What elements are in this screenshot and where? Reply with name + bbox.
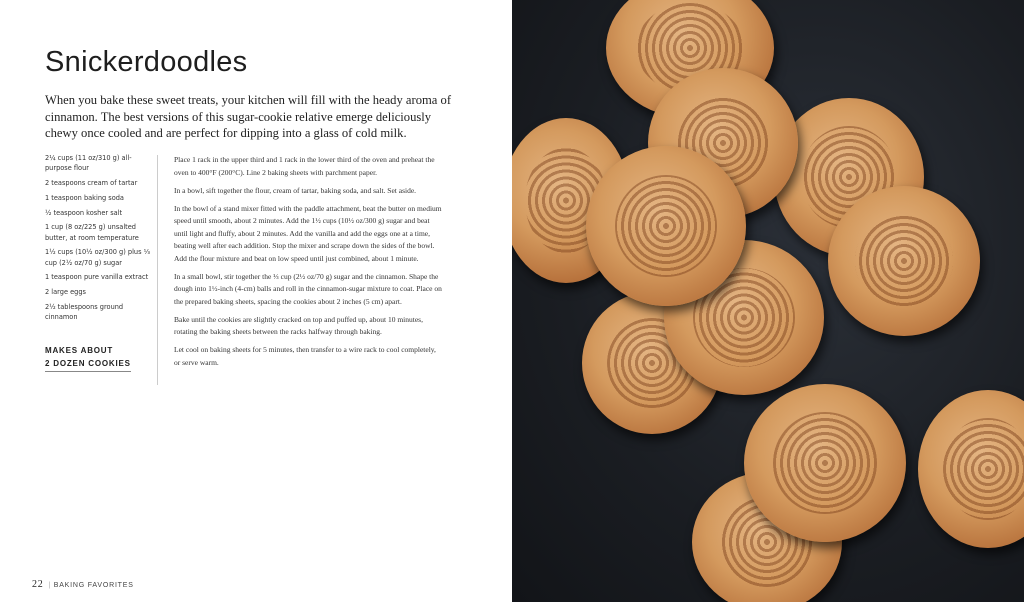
yield-line-2: 2 DOZEN COOKIES [45,357,131,372]
step: Let cool on baking sheets for 5 minutes, then transfer to a wire rack to cool completely, or serve warm. [174,345,436,367]
step: In a small bowl, stir together the ⅓ cup (2½ oz/70 g) sugar and the cinnamon. Shape the dough into 1½-inch (4-cm) balls and roll in the cinnamon-sugar mixture to coat. Place on the prepared baking sheets, spacing the cookies about 2 inches (5 cm) apart. [174,271,442,306]
ingredient: 1 teaspoon pure vanilla extract [45,273,149,282]
cookie-image [828,186,980,336]
ingredient: 1 teaspoon baking soda [45,193,124,202]
ingredient: ½ teaspoon kosher salt [45,208,123,217]
recipe-title: Snickerdoodles [45,46,248,78]
recipe-yield [45,344,157,372]
section-name: BAKING FAVORITES [53,582,134,589]
step: Place 1 rack in the upper third and 1 rack in the lower third of the oven and preheat the oven to 400°F (200°C). Line 2 baking sheets with parchment paper. [174,155,435,177]
column-divider [157,155,158,385]
page-number: 22 [32,579,44,590]
ingredient: 2¼ cups (11 oz/310 g) all-purpose flour [45,154,132,173]
step: Bake until the cookies are slightly cracked on top and puffed up, about 10 minutes, rotating the baking sheets between the racks halfway through baking. [174,314,423,336]
cookie-image [586,146,746,306]
ingredient: 2 teaspoons cream of tartar [45,179,138,187]
method-steps [174,154,444,375]
step: In the bowl of a stand mixer fitted with the paddle attachment, beat the butter on medium speed until smooth, about 2 minutes. Add the 1½ cups (10½ oz/300 g) sugar and beat until light and fluffy, about 2 minutes. Add the vanilla and add the eggs one at a time, beating well after each addition. Stop the mixer and scrape down the sides of the bowl. Add the flour mixture and beat on low speed until just combined, about 1 minute. [174,203,442,263]
page-footer: 22 | BAKING FAVORITES [32,579,134,590]
ingredient: 2 large eggs [45,288,86,297]
ingredients-list [45,153,157,372]
yield-line-1: MAKES ABOUT [45,346,114,356]
cookie-image [744,384,906,542]
ingredient: 2½ tablespoons ground cinnamon [45,302,124,322]
step: In a bowl, sift together the flour, cream of tartar, baking soda, and salt. Set aside. [174,185,417,195]
cookies-photo [512,0,1024,602]
recipe-intro: When you bake these sweet treats, your kitchen will fill with the heady aroma of cinnamon. The best versions of this sugar-cookie relative emerge deliciously chewy once cooled and are perfect for dipping into a glass of cold milk. [45,93,452,140]
cookie-image [918,390,1024,548]
ingredient: 1 cup (8 oz/225 g) unsalted butter, at room temperature [45,223,139,242]
ingredient: 1½ cups (10½ oz/300 g) plus ⅓ cup (2½ oz/70 g) sugar [45,248,151,267]
